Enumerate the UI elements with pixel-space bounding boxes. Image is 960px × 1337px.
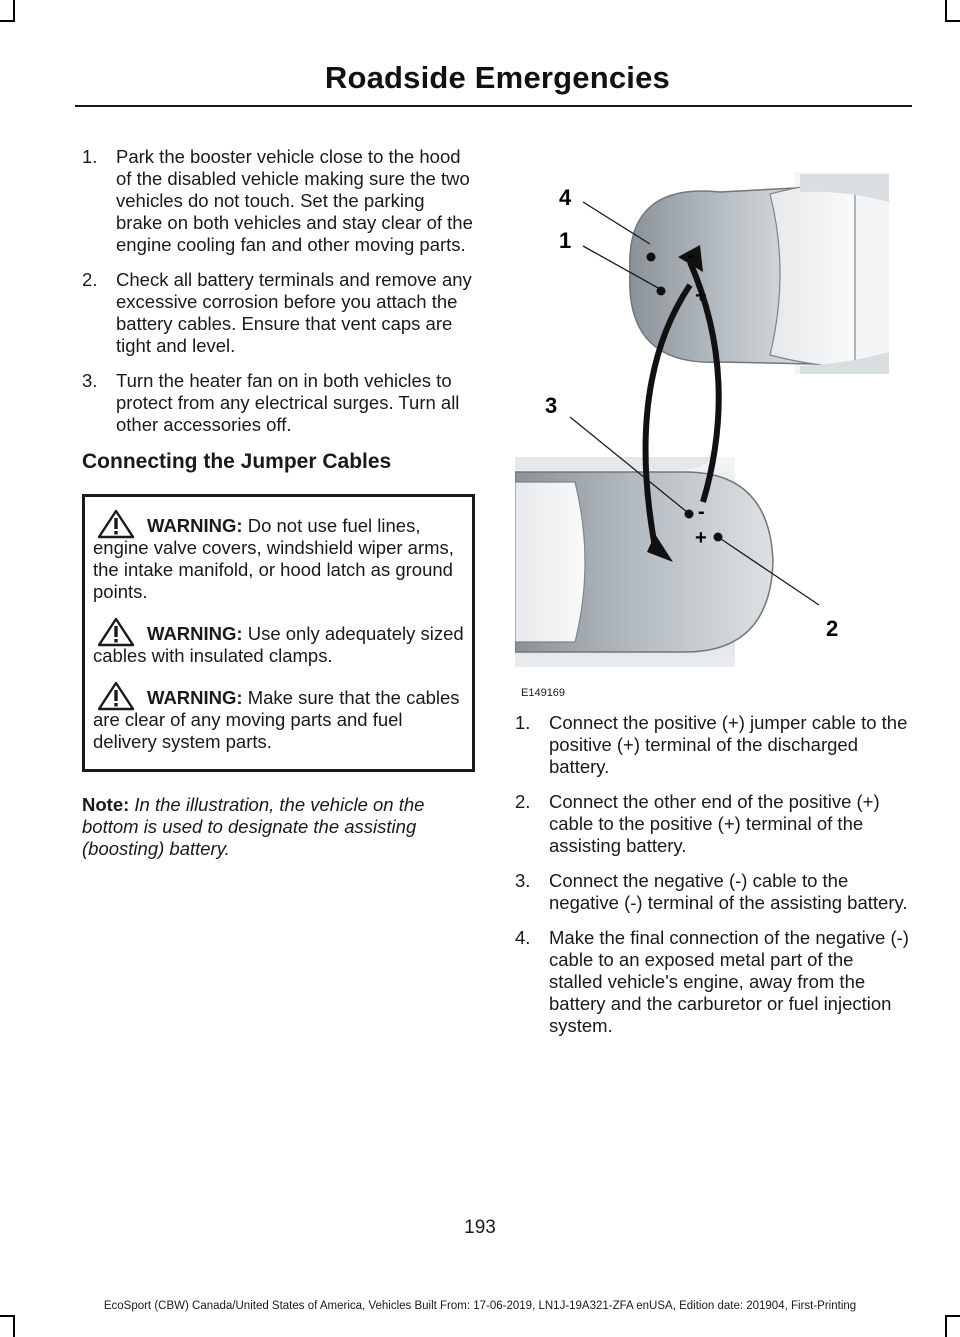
- page-title: Roadside Emergencies: [324, 60, 670, 95]
- list-item: 3. Connect the negative (-) cable to the negative (-) terminal of the assisting battery.: [515, 870, 908, 913]
- terminal-dot: [657, 287, 666, 296]
- svg-text:+: +: [695, 527, 707, 549]
- disabled-vehicle: [630, 172, 889, 374]
- header-rule: [75, 105, 912, 107]
- warning-triangle-icon: [96, 681, 136, 711]
- callout-number: 2: [826, 616, 839, 641]
- svg-text:-: -: [698, 501, 705, 523]
- section-heading: Connecting the Jumper Cables: [82, 450, 392, 473]
- footer: EcoSport (CBW) Canada/United States of America, Vehicles Built From: 17-06-2019, LN1J-19A321-ZFA enUSA, Edition date: 201904, First-Printing: [103, 1300, 857, 1312]
- crop-mark: [0, 1315, 15, 1317]
- left-column: [82, 146, 475, 860]
- page-number: 193: [464, 1217, 496, 1238]
- connection-steps: [515, 712, 910, 1037]
- warning-item: WARNING: Do not use fuel lines, engine valve covers, windshield wiper arms, the intake manifold, or hood latch as ground points.: [93, 515, 464, 603]
- list-item: 2. Check all battery terminals and remove any excessive corrosion before you attach the battery cables. Ensure that vent caps are tight and level.: [82, 269, 472, 356]
- right-column: [515, 712, 910, 1050]
- svg-text:+: +: [695, 285, 707, 307]
- warning-triangle-icon: [96, 509, 136, 539]
- callout-number: 4: [559, 185, 572, 210]
- crop-mark: [13, 1315, 15, 1337]
- crop-mark: [0, 20, 15, 22]
- assisting-vehicle: [515, 457, 773, 667]
- warning-item: WARNING: Use only adequately sized cables with insulated clamps.: [93, 623, 464, 667]
- callout-number: 1: [559, 228, 572, 253]
- crop-mark: [945, 1315, 947, 1337]
- warning-triangle-icon: [96, 617, 136, 647]
- crop-mark: [945, 1315, 960, 1317]
- crop-mark: [945, 20, 960, 22]
- terminal-dot: [714, 533, 723, 542]
- figure-id: E149169: [521, 687, 566, 699]
- list-item: 2. Connect the other end of the positive (+) cable to the positive (+) terminal of the assisting battery.: [515, 791, 880, 856]
- callout-number: 3: [545, 393, 558, 418]
- crop-mark: [945, 0, 947, 22]
- crop-mark: [13, 0, 15, 22]
- svg-text:-: -: [687, 245, 694, 267]
- terminal-dot: [647, 253, 656, 262]
- note: Note: In the illustration, the vehicle on the bottom is used to designate the assisting (boosting) battery.: [82, 794, 425, 859]
- warning-item: WARNING: Make sure that the cables are clear of any moving parts and fuel delivery system parts.: [93, 687, 464, 753]
- list-item: 3. Turn the heater fan on in both vehicles to protect from any electrical surges. Turn all other accessories off.: [82, 370, 460, 435]
- list-item: 1. Connect the positive (+) jumper cable to the positive (+) terminal of the discharged battery.: [515, 712, 908, 777]
- terminal-dot: [685, 510, 694, 519]
- warning-box: [82, 494, 475, 772]
- jump-start-illustration: [515, 162, 889, 702]
- preparation-steps: [82, 146, 475, 436]
- list-item: 1. Park the booster vehicle close to the hood of the disabled vehicle making sure the two vehicles do not touch. Set the parking brake on both vehicles and stay clear of the engine cooling fan and other moving parts.: [82, 146, 473, 255]
- list-item: 4. Make the final connection of the negative (-) cable to an exposed metal part of the stalled vehicle's engine, away from the battery and the carburetor or fuel injection system.: [515, 927, 909, 1036]
